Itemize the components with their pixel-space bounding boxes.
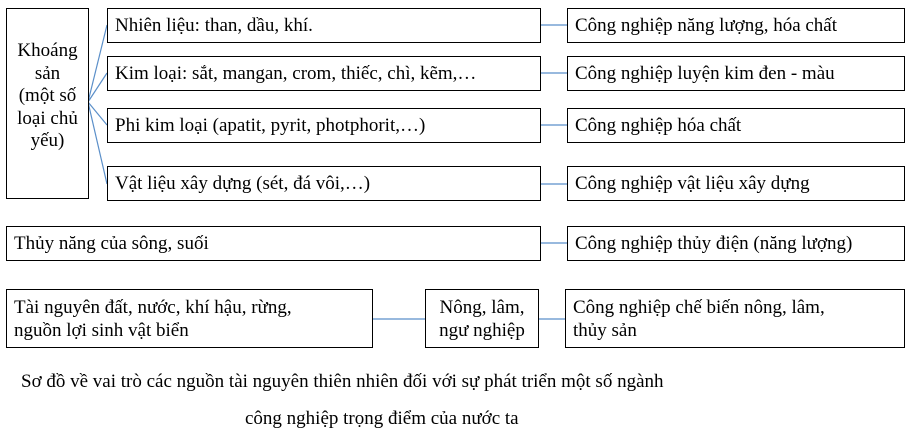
industry-box-hydropower bbox=[567, 226, 905, 261]
source-label-metal: Kim loại: sắt, mangan, crom, thiếc, chì, kẽm,… bbox=[115, 63, 477, 84]
industry-box-processing bbox=[565, 289, 905, 348]
industry-label-processing bbox=[573, 296, 897, 342]
industry-label-construction-materials: Công nghiệp vật liệu xây dựng bbox=[575, 173, 810, 194]
industry-box-chemical bbox=[567, 108, 905, 143]
source-label-construction: Vật liệu xây dựng (sét, đá vôi,…) bbox=[115, 173, 371, 194]
source-label-fuel: Nhiên liệu: than, dầu, khí. bbox=[115, 15, 313, 36]
source-box-construction bbox=[107, 166, 541, 201]
industry-label-chemical: Công nghiệp hóa chất bbox=[575, 115, 742, 136]
mineral-root-box bbox=[6, 8, 89, 199]
processing-line-1: Công nghiệp chế biến nông, lâm, bbox=[573, 297, 825, 318]
mineral-root-label bbox=[7, 40, 88, 153]
source-box-nonmetal bbox=[107, 108, 541, 143]
agriculture-line-2: ngư nghiệp bbox=[439, 320, 525, 341]
root-line-2: sản bbox=[34, 62, 61, 84]
industry-box-metallurgy bbox=[567, 56, 905, 91]
middle-box-agriculture bbox=[425, 289, 539, 348]
agriculture-line-1: Nông, lâm, bbox=[439, 297, 525, 318]
source-box-hydropower bbox=[6, 226, 541, 261]
source-box-metal bbox=[107, 56, 541, 91]
industry-box-energy-chemical bbox=[567, 8, 905, 43]
natural-resources-line-2: nguồn lợi sinh vật biển bbox=[14, 320, 189, 341]
connector-root-metal bbox=[88, 73, 107, 102]
industry-label-hydropower: Công nghiệp thủy điện (năng lượng) bbox=[575, 233, 853, 254]
caption-line-1: Sơ đồ về vai trò các nguồn tài nguyên thiên nhiên đối với sự phát triển một số ngành bbox=[21, 371, 664, 392]
root-line-1: Khoáng bbox=[17, 40, 78, 61]
industry-box-construction-materials bbox=[567, 166, 905, 201]
processing-line-2: thủy sản bbox=[573, 320, 637, 341]
connector-root-fuel bbox=[88, 25, 107, 102]
source-label-natural-resources bbox=[14, 296, 365, 342]
caption-line-2: công nghiệp trọng điểm của nước ta bbox=[245, 408, 519, 429]
root-line-3: (một số bbox=[18, 85, 77, 106]
natural-resources-line-1: Tài nguyên đất, nước, khí hậu, rừng, bbox=[14, 297, 292, 318]
source-label-hydropower: Thủy năng của sông, suối bbox=[14, 233, 209, 254]
root-line-4: loại chủ bbox=[17, 107, 78, 129]
source-label-nonmetal: Phi kim loại (apatit, pyrit, photphorit,…) bbox=[115, 115, 426, 136]
source-box-fuel bbox=[107, 8, 541, 43]
industry-label-metallurgy: Công nghiệp luyện kim đen - màu bbox=[575, 63, 835, 84]
industry-label-energy-chemical: Công nghiệp năng lượng, hóa chất bbox=[575, 15, 838, 36]
source-box-natural-resources bbox=[6, 289, 373, 348]
middle-label-agriculture bbox=[426, 296, 538, 342]
root-line-5: yếu) bbox=[30, 130, 65, 151]
